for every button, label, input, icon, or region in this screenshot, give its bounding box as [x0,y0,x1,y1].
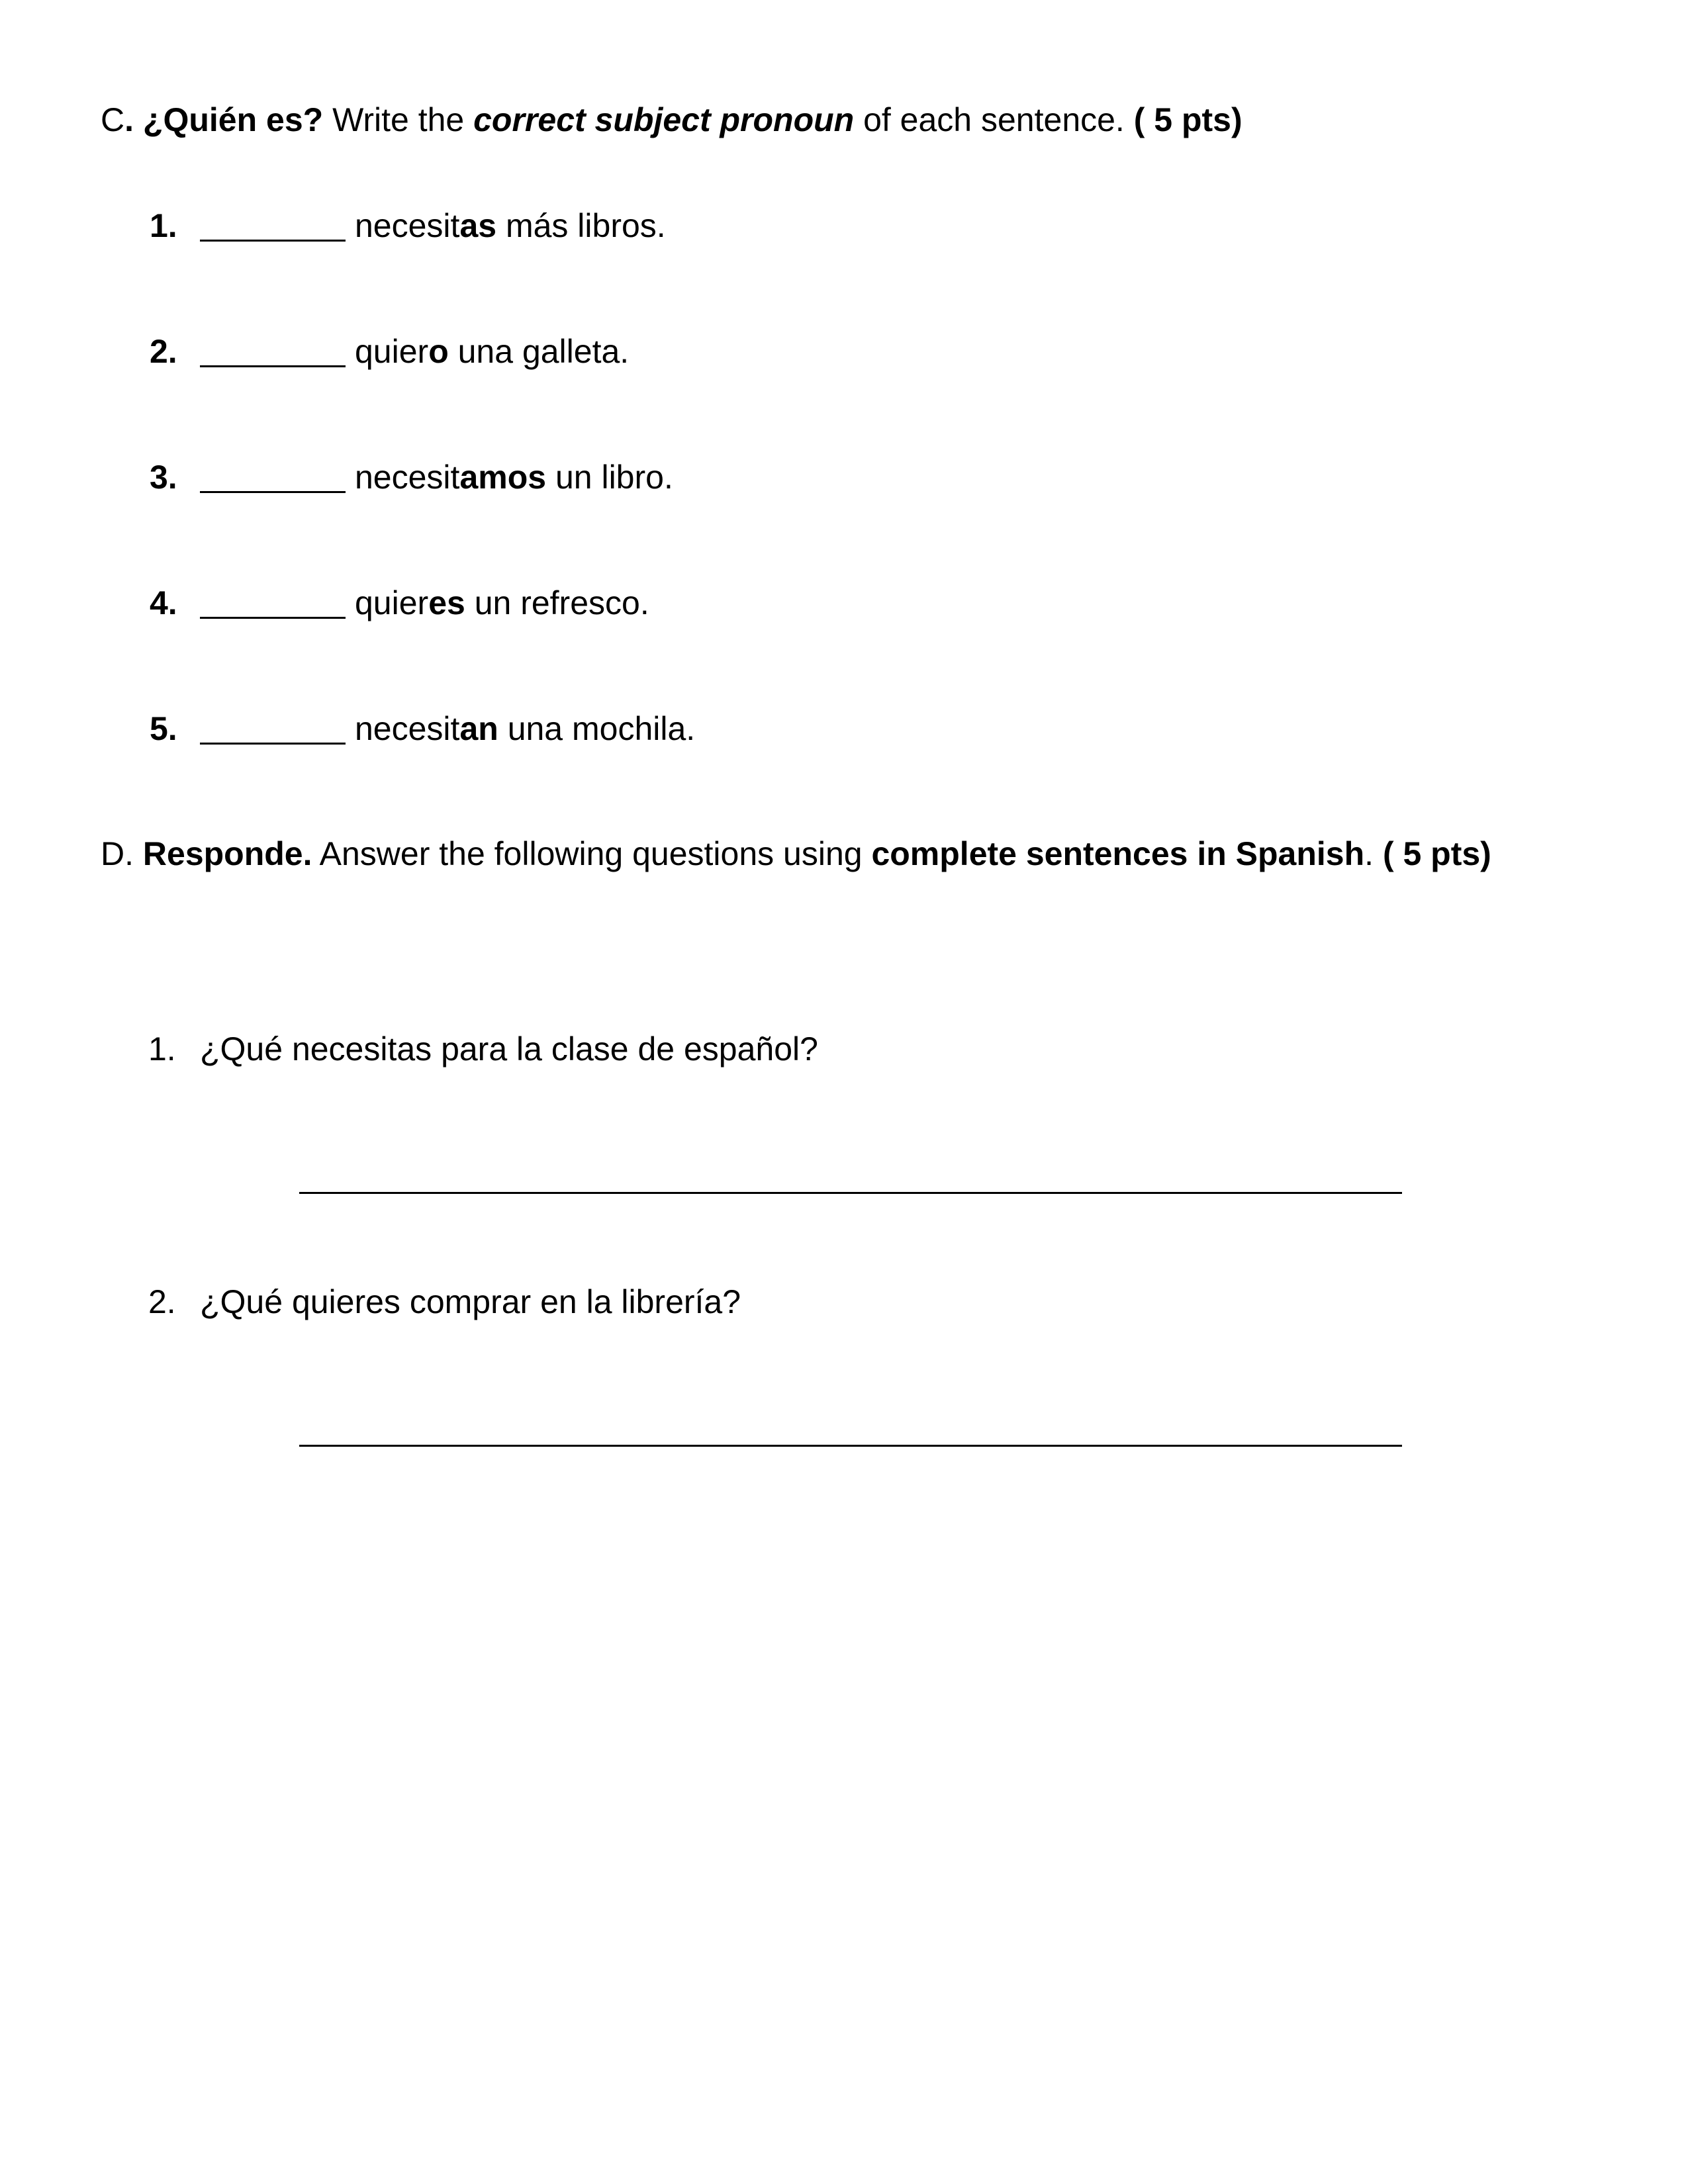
item-sentence: quiero una galleta. [355,333,630,370]
verb-ending: an [459,710,498,747]
item-sentence: necesitas más libros. [355,207,666,244]
section-d-letter: D. [101,835,143,872]
section-d-instruction-part2: . [1364,835,1383,872]
section-c-instruction-part2: of each sentence. [854,101,1134,138]
question-text: ¿Qué necesitas para la clase de español? [200,1030,818,1068]
item-number: 3. [150,459,177,496]
answer-line-1[interactable] [299,1192,1402,1194]
item-sentence: quieres un refresco. [355,584,649,621]
section-d-title: Responde. [142,835,312,872]
section-c-instruction-emphasis: correct subject pronoun [473,101,855,138]
section-c-dot: . [124,101,134,138]
question-text: ¿Qué quieres comprar en la librería? [200,1283,741,1320]
answer-blank[interactable] [200,240,346,242]
item-number: 4. [150,584,177,621]
answer-blank[interactable] [200,743,346,745]
section-d-heading [101,837,1491,870]
section-c-instruction-part1: Write the [323,101,474,138]
verb-ending: as [459,207,497,244]
section-c-title: ¿Quién es? [142,101,324,138]
verb-ending: amos [459,459,547,496]
item-number: 1. [150,207,177,244]
section-c-points: ( 5 pts) [1133,101,1243,138]
question-number: 2. [148,1283,176,1320]
section-c-heading [101,103,1243,136]
item-number: 2. [150,333,177,370]
question-number: 1. [148,1030,176,1068]
verb-ending: es [428,584,465,621]
section-c-letter: C [101,101,125,138]
section-d-instruction-part1: Answer the following questions using [312,835,872,872]
item-sentence: necesitamos un libro. [355,459,673,496]
answer-blank[interactable] [200,491,346,493]
answer-blank[interactable] [200,365,346,367]
answer-line-2[interactable] [299,1445,1402,1447]
answer-blank[interactable] [200,617,346,619]
item-number: 5. [150,710,177,747]
item-sentence: necesitan una mochila. [355,710,696,747]
verb-ending: o [428,333,449,370]
section-d-instruction-bold: complete sentences in Spanish [871,835,1365,872]
section-d-points: ( 5 pts) [1382,835,1491,872]
